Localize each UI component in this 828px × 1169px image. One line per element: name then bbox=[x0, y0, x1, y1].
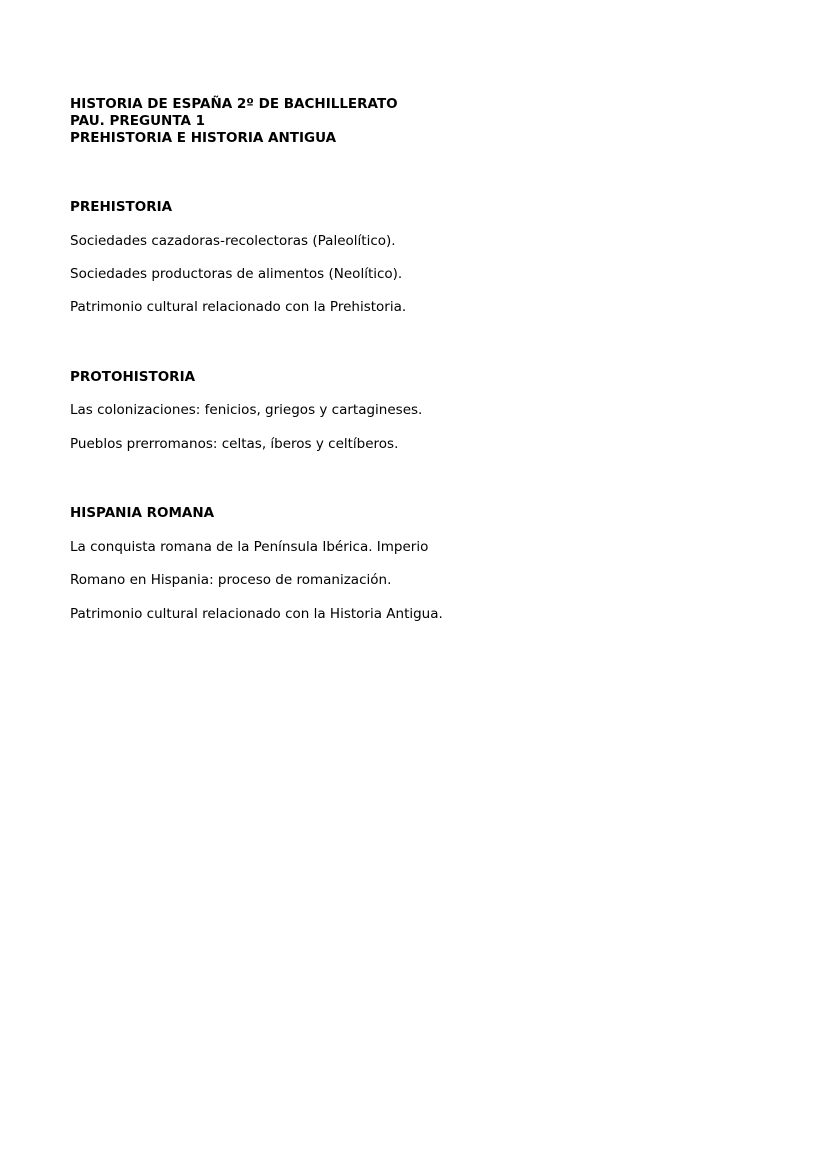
section-title-protohistoria: PROTOHISTORIA bbox=[70, 369, 196, 385]
document-title: HISTORIA DE ESPAÑA 2º DE BACHILLERATO bbox=[70, 96, 398, 112]
list-item: Sociedades productoras de alimentos (Neolítico). bbox=[70, 266, 403, 282]
section-title-hispania-romana: HISPANIA ROMANA bbox=[70, 505, 215, 521]
list-item: Patrimonio cultural relacionado con la Historia Antigua. bbox=[70, 606, 443, 622]
topic-title: PREHISTORIA E HISTORIA ANTIGUA bbox=[70, 130, 337, 146]
list-item: Romano en Hispania: proceso de romanización. bbox=[70, 572, 392, 588]
list-item: La conquista romana de la Península Ibérica. Imperio bbox=[70, 539, 429, 555]
exam-question-label: PAU. PREGUNTA 1 bbox=[70, 113, 206, 129]
list-item: Sociedades cazadoras-recolectoras (Paleolítico). bbox=[70, 233, 396, 249]
section-title-prehistoria: PREHISTORIA bbox=[70, 199, 173, 215]
list-item: Pueblos prerromanos: celtas, íberos y celtíberos. bbox=[70, 436, 399, 452]
list-item: Patrimonio cultural relacionado con la Prehistoria. bbox=[70, 299, 407, 315]
list-item: Las colonizaciones: fenicios, griegos y cartagineses. bbox=[70, 402, 423, 418]
